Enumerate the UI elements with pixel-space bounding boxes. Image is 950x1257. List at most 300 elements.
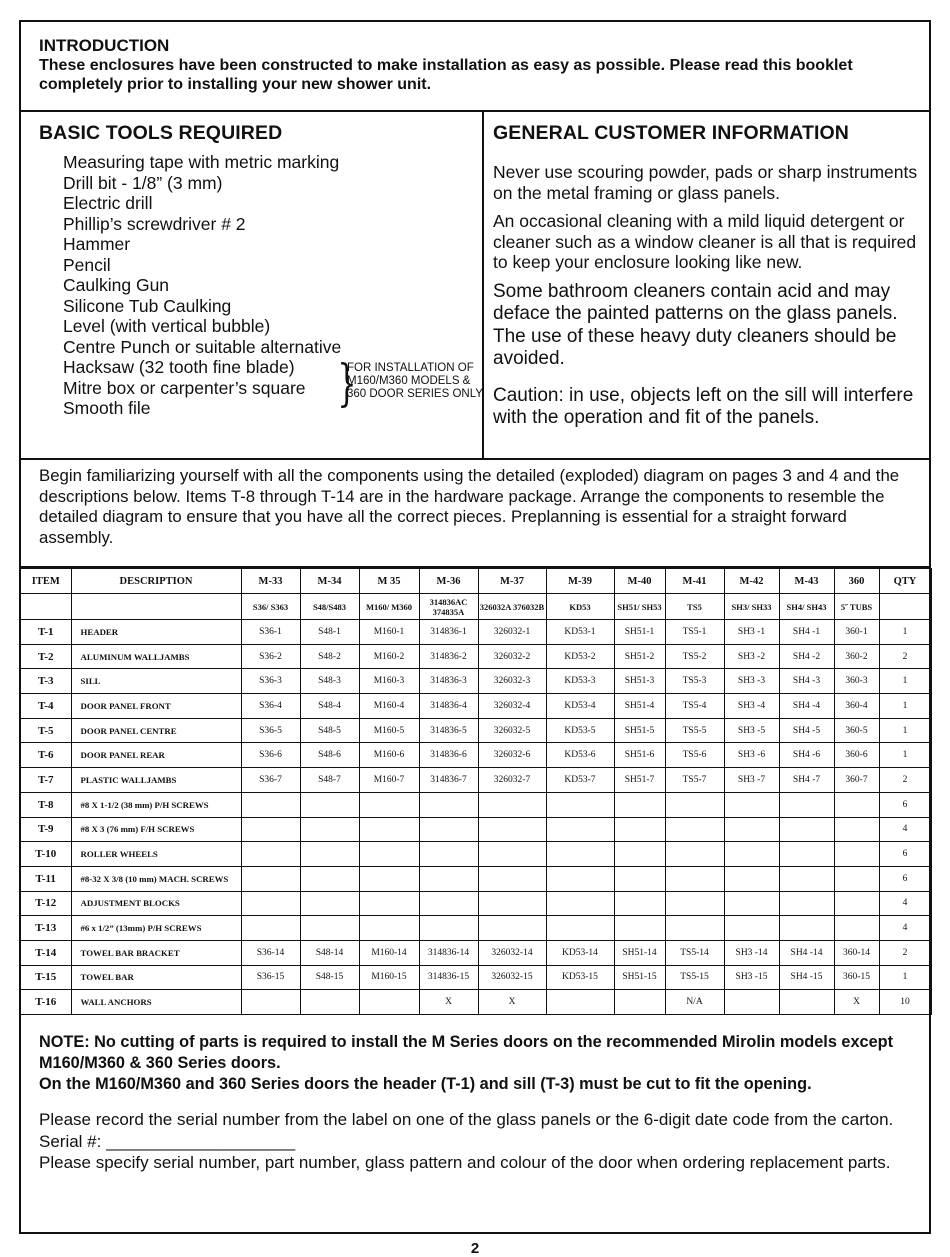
part-number: SH4 -15 <box>779 965 834 990</box>
part-number <box>419 792 478 817</box>
part-number: 326032-15 <box>478 965 546 990</box>
part-number: 314836-2 <box>419 644 478 669</box>
part-number: 314836-1 <box>419 620 478 645</box>
part-number <box>665 842 724 867</box>
serial-instruction: Please record the serial number from the label on one of the glass panels or the 6-digit date code from the carton. Serial #: ____________________ <box>39 1110 894 1151</box>
part-number <box>834 866 879 891</box>
part-number: 314836-15 <box>419 965 478 990</box>
part-number: SH4 -4 <box>779 694 834 719</box>
part-number <box>241 866 300 891</box>
part-number: M160-7 <box>359 768 419 793</box>
part-number: SH3 -15 <box>724 965 779 990</box>
part-number <box>779 990 834 1015</box>
column-header: M-39 <box>546 569 614 594</box>
part-number <box>779 792 834 817</box>
tool-item: Hacksaw (32 tooth fine blade) <box>63 357 295 377</box>
part-number: KD53-1 <box>546 620 614 645</box>
part-number <box>614 990 665 1015</box>
part-number: S36-14 <box>241 940 300 965</box>
column-subheader: SH3/ SH33 <box>724 594 779 620</box>
part-number <box>300 817 359 842</box>
part-number: SH3 -3 <box>724 669 779 694</box>
part-number <box>546 792 614 817</box>
table-row <box>21 718 931 743</box>
table-row <box>21 916 931 941</box>
part-number: S36-2 <box>241 644 300 669</box>
part-number: 314836-4 <box>419 694 478 719</box>
part-number: S48-6 <box>300 743 359 768</box>
table-row <box>21 866 931 891</box>
part-number: X <box>478 990 546 1015</box>
part-number <box>300 916 359 941</box>
item-code: T-3 <box>21 669 71 694</box>
note-section <box>21 1016 929 1236</box>
item-description: ALUMINUM WALLJAMBS <box>71 644 241 669</box>
column-subheader: TS5 <box>665 594 724 620</box>
part-number <box>546 842 614 867</box>
part-number <box>724 990 779 1015</box>
tool-item: Hammer <box>63 234 131 254</box>
part-number <box>614 792 665 817</box>
part-number <box>419 842 478 867</box>
part-number: M160-5 <box>359 718 419 743</box>
part-number <box>419 891 478 916</box>
tool-item: Centre Punch or suitable alternative <box>63 336 342 357</box>
part-number: 360-7 <box>834 768 879 793</box>
part-number <box>665 866 724 891</box>
column-subheader: S36/ S363 <box>241 594 300 620</box>
familiarize-paragraph: Begin familiarizing yourself with all the components using the detailed (exploded) diagram on pages 3 and 4 and the descriptions below. Items T-8 through T-14 are in the hardware package. Arrange the components to resemble the detailed diagram to ensure that you have all the correct pieces. Preplanning is essential for a straight forward assembly. <box>21 460 929 568</box>
table-row <box>21 768 931 793</box>
part-number <box>300 990 359 1015</box>
column-header: M-42 <box>724 569 779 594</box>
part-number: SH51-14 <box>614 940 665 965</box>
part-number <box>241 891 300 916</box>
part-number: SH51-6 <box>614 743 665 768</box>
part-number: 326032-5 <box>478 718 546 743</box>
column-subheader <box>879 594 931 620</box>
item-description: #8 X 3 (76 mm) F/H SCREWS <box>71 817 241 842</box>
column-header: M-37 <box>478 569 546 594</box>
item-description: TOWEL BAR <box>71 965 241 990</box>
part-number <box>241 817 300 842</box>
column-subheader: SH4/ SH43 <box>779 594 834 620</box>
column-header: M-41 <box>665 569 724 594</box>
item-description: TOWEL BAR BRACKET <box>71 940 241 965</box>
part-number <box>478 916 546 941</box>
tool-item: Measuring tape with metric marking <box>63 152 340 172</box>
part-number: SH4 -2 <box>779 644 834 669</box>
part-number: 360-15 <box>834 965 879 990</box>
part-number: 360-14 <box>834 940 879 965</box>
part-number: 314836-7 <box>419 768 478 793</box>
part-number: S36-6 <box>241 743 300 768</box>
item-quantity: 10 <box>879 990 931 1015</box>
part-number: 326032-3 <box>478 669 546 694</box>
part-number: SH3 -4 <box>724 694 779 719</box>
table-row <box>21 669 931 694</box>
part-number: 314836-14 <box>419 940 478 965</box>
item-code: T-1 <box>21 620 71 645</box>
part-number: M160-14 <box>359 940 419 965</box>
part-number: S48-15 <box>300 965 359 990</box>
customer-info-column <box>484 112 929 458</box>
item-quantity: 1 <box>879 743 931 768</box>
part-number <box>665 817 724 842</box>
ordering-instruction: Please specify serial number, part number, glass pattern and colour of the door when ordering replacement parts. <box>39 1153 891 1172</box>
part-number <box>724 792 779 817</box>
item-description: SILL <box>71 669 241 694</box>
item-code: T-6 <box>21 743 71 768</box>
part-number: SH51-7 <box>614 768 665 793</box>
introduction-heading: INTRODUCTION <box>39 36 170 55</box>
info-paragraph: Some bathroom cleaners contain acid and may deface the painted patterns on the glass panels. The use of these heavy duty cleaners should be avoided. <box>493 280 898 369</box>
curly-brace-icon: } <box>337 354 357 412</box>
column-subheader: 326032A 376032B <box>478 594 546 620</box>
tools-heading: BASIC TOOLS REQUIRED <box>39 122 283 144</box>
part-number: S48-14 <box>300 940 359 965</box>
column-header: M-33 <box>241 569 300 594</box>
part-number <box>724 891 779 916</box>
part-number <box>665 916 724 941</box>
item-quantity: 2 <box>879 940 931 965</box>
part-number: 360-5 <box>834 718 879 743</box>
part-number: X <box>834 990 879 1015</box>
part-number: S36-3 <box>241 669 300 694</box>
column-subheader: SH51/ SH53 <box>614 594 665 620</box>
part-number <box>241 990 300 1015</box>
part-number: S36-4 <box>241 694 300 719</box>
item-quantity: 6 <box>879 866 931 891</box>
part-number: 326032-2 <box>478 644 546 669</box>
part-number: SH4 -1 <box>779 620 834 645</box>
part-number: KD53-3 <box>546 669 614 694</box>
part-number <box>241 842 300 867</box>
column-subheader <box>21 594 71 620</box>
tool-item: Electric drill <box>63 193 153 213</box>
page-frame <box>19 20 931 1234</box>
part-number <box>779 817 834 842</box>
part-number <box>665 792 724 817</box>
item-quantity: 4 <box>879 891 931 916</box>
item-code: T-13 <box>21 916 71 941</box>
part-number <box>478 866 546 891</box>
table-row <box>21 940 931 965</box>
part-number: SH4 -5 <box>779 718 834 743</box>
tools-and-info-section <box>21 112 929 460</box>
part-number: X <box>419 990 478 1015</box>
column-subheader: 5˝ TUBS <box>834 594 879 620</box>
column-header: M-40 <box>614 569 665 594</box>
part-number <box>300 842 359 867</box>
table-row <box>21 644 931 669</box>
part-number: TS5-15 <box>665 965 724 990</box>
part-number: SH4 -7 <box>779 768 834 793</box>
item-quantity: 2 <box>879 768 931 793</box>
part-number <box>779 891 834 916</box>
part-number: 360-2 <box>834 644 879 669</box>
part-number: 314836-3 <box>419 669 478 694</box>
part-number: SH3 -2 <box>724 644 779 669</box>
column-header: QTY <box>879 569 931 594</box>
column-header: M-36 <box>419 569 478 594</box>
item-quantity: 1 <box>879 718 931 743</box>
item-quantity: 1 <box>879 694 931 719</box>
part-number <box>478 817 546 842</box>
part-number <box>419 866 478 891</box>
part-number <box>546 916 614 941</box>
part-number: TS5-5 <box>665 718 724 743</box>
part-number <box>359 916 419 941</box>
part-number: KD53-5 <box>546 718 614 743</box>
part-number <box>300 792 359 817</box>
part-number: KD53-14 <box>546 940 614 965</box>
item-description: #8 X 1-1/2 (38 mm) P/H SCREWS <box>71 792 241 817</box>
column-header: M-34 <box>300 569 359 594</box>
part-number <box>546 866 614 891</box>
item-description: DOOR PANEL REAR <box>71 743 241 768</box>
column-header: ITEM <box>21 569 71 594</box>
item-quantity: 4 <box>879 817 931 842</box>
part-number: SH51-1 <box>614 620 665 645</box>
table-subheader-row <box>21 594 931 620</box>
part-number: M160-2 <box>359 644 419 669</box>
column-subheader <box>71 594 241 620</box>
info-paragraph: An occasional cleaning with a mild liquid detergent or cleaner such as a window cleaner is all that is required to keep your enclosure looking like new. <box>493 211 917 272</box>
part-number: M160-15 <box>359 965 419 990</box>
table-row <box>21 965 931 990</box>
part-number: 360-1 <box>834 620 879 645</box>
part-number <box>300 891 359 916</box>
part-number: SH51-4 <box>614 694 665 719</box>
part-number: 326032-7 <box>478 768 546 793</box>
part-number: SH51-5 <box>614 718 665 743</box>
part-number: S48-4 <box>300 694 359 719</box>
item-code: T-9 <box>21 817 71 842</box>
part-number: TS5-2 <box>665 644 724 669</box>
part-number: S48-1 <box>300 620 359 645</box>
part-number: TS5-7 <box>665 768 724 793</box>
table-header-row <box>21 569 931 594</box>
part-number: SH3 -6 <box>724 743 779 768</box>
part-number <box>359 866 419 891</box>
part-number <box>779 866 834 891</box>
tool-item: Mitre box or carpenter’s square <box>63 377 306 398</box>
part-number: M160-1 <box>359 620 419 645</box>
part-number <box>724 916 779 941</box>
item-code: T-14 <box>21 940 71 965</box>
column-header: M 35 <box>359 569 419 594</box>
part-number <box>614 842 665 867</box>
part-number <box>359 990 419 1015</box>
part-number <box>834 842 879 867</box>
item-quantity: 6 <box>879 842 931 867</box>
part-number: KD53-15 <box>546 965 614 990</box>
item-description: HEADER <box>71 620 241 645</box>
part-number: TS5-6 <box>665 743 724 768</box>
tool-item: Silicone Tub Caulking <box>63 295 232 316</box>
part-number: KD53-6 <box>546 743 614 768</box>
info-paragraph: Never use scouring powder, pads or sharp instruments on the metal framing or glass panels. <box>493 162 918 203</box>
page-number: 2 <box>470 1240 480 1257</box>
table-row <box>21 891 931 916</box>
part-number <box>359 792 419 817</box>
part-number <box>665 891 724 916</box>
column-header: M-43 <box>779 569 834 594</box>
note-line-1: NOTE: No cutting of parts is required to install the M Series doors on the recommended Mirolin models except M160/M360 & 360 Series doors. <box>39 1033 893 1072</box>
part-number: S48-3 <box>300 669 359 694</box>
item-description: ROLLER WHEELS <box>71 842 241 867</box>
part-number: SH3 -5 <box>724 718 779 743</box>
item-description: DOOR PANEL FRONT <box>71 694 241 719</box>
part-number <box>834 817 879 842</box>
column-subheader: 314836AC 374835A <box>419 594 478 620</box>
part-number <box>834 792 879 817</box>
part-number: M160-3 <box>359 669 419 694</box>
column-subheader: S48/S483 <box>300 594 359 620</box>
table-row <box>21 817 931 842</box>
part-number: SH3 -7 <box>724 768 779 793</box>
item-code: T-2 <box>21 644 71 669</box>
item-code: T-16 <box>21 990 71 1015</box>
table-row <box>21 620 931 645</box>
item-code: T-11 <box>21 866 71 891</box>
tools-footnote: FOR INSTALLATION OF M160/M360 MODELS & 360 DOOR SERIES ONLY. <box>347 362 485 400</box>
tools-column <box>21 112 484 458</box>
table-row <box>21 842 931 867</box>
part-number: 360-3 <box>834 669 879 694</box>
item-quantity: 1 <box>879 965 931 990</box>
part-number <box>546 817 614 842</box>
part-number: S36-15 <box>241 965 300 990</box>
part-number <box>359 817 419 842</box>
part-number: S48-7 <box>300 768 359 793</box>
part-number <box>724 817 779 842</box>
column-subheader: KD53 <box>546 594 614 620</box>
part-number: 314836-6 <box>419 743 478 768</box>
part-number: SH4 -3 <box>779 669 834 694</box>
table-row <box>21 990 931 1015</box>
part-number <box>359 891 419 916</box>
part-number: SH51-2 <box>614 644 665 669</box>
part-number <box>546 891 614 916</box>
introduction-text: These enclosures have been constructed to make installation as easy as possible. Please read this booklet completely prior to installing your new shower unit. <box>39 57 853 93</box>
part-number <box>478 792 546 817</box>
part-number <box>834 916 879 941</box>
item-code: T-8 <box>21 792 71 817</box>
info-heading: GENERAL CUSTOMER INFORMATION <box>493 122 849 144</box>
part-number <box>359 842 419 867</box>
item-code: T-5 <box>21 718 71 743</box>
part-number: 326032-14 <box>478 940 546 965</box>
part-number: TS5-3 <box>665 669 724 694</box>
part-number <box>419 817 478 842</box>
parts-table-section <box>21 568 929 1016</box>
part-number: SH4 -14 <box>779 940 834 965</box>
part-number <box>546 990 614 1015</box>
part-number <box>241 792 300 817</box>
part-number: TS5-4 <box>665 694 724 719</box>
part-number: KD53-2 <box>546 644 614 669</box>
part-number: SH3 -1 <box>724 620 779 645</box>
item-quantity: 4 <box>879 916 931 941</box>
part-number <box>779 842 834 867</box>
part-number <box>724 866 779 891</box>
table-row <box>21 694 931 719</box>
column-subheader: M160/ M360 <box>359 594 419 620</box>
part-number <box>614 866 665 891</box>
part-number: SH51-15 <box>614 965 665 990</box>
part-number: 326032-1 <box>478 620 546 645</box>
part-number: 314836-5 <box>419 718 478 743</box>
part-number: S48-5 <box>300 718 359 743</box>
part-number: 326032-4 <box>478 694 546 719</box>
part-number: SH4 -6 <box>779 743 834 768</box>
item-description: ADJUSTMENT BLOCKS <box>71 891 241 916</box>
tool-item: Caulking Gun <box>63 275 170 295</box>
item-description: DOOR PANEL CENTRE <box>71 718 241 743</box>
part-number: 326032-6 <box>478 743 546 768</box>
part-number: M160-6 <box>359 743 419 768</box>
tool-item: Drill bit - 1/8” (3 mm) <box>63 172 223 193</box>
part-number <box>834 891 879 916</box>
part-number: S36-1 <box>241 620 300 645</box>
part-number: 360-6 <box>834 743 879 768</box>
item-quantity: 2 <box>879 644 931 669</box>
part-number: TS5-14 <box>665 940 724 965</box>
item-code: T-10 <box>21 842 71 867</box>
part-number <box>478 842 546 867</box>
part-number: TS5-1 <box>665 620 724 645</box>
item-quantity: 1 <box>879 620 931 645</box>
part-number: S36-7 <box>241 768 300 793</box>
caution-paragraph: Caution: in use, objects left on the sill will interfere with the operation and fit of the panels. <box>493 384 914 428</box>
part-number: KD53-4 <box>546 694 614 719</box>
part-number: SH51-3 <box>614 669 665 694</box>
table-row <box>21 792 931 817</box>
item-code: T-7 <box>21 768 71 793</box>
column-header: DESCRIPTION <box>71 569 241 594</box>
item-description: #6 x 1/2” (13mm) P/H SCREWS <box>71 916 241 941</box>
part-number <box>241 916 300 941</box>
introduction-section <box>21 22 929 112</box>
item-code: T-4 <box>21 694 71 719</box>
parts-table <box>21 568 932 1015</box>
part-number: M160-4 <box>359 694 419 719</box>
item-description: #8-32 X 3/8 (10 mm) MACH. SCREWS <box>71 866 241 891</box>
note-line-2: On the M160/M360 and 360 Series doors the header (T-1) and sill (T-3) must be cut to fit the opening. <box>39 1075 812 1093</box>
item-description: PLASTIC WALLJAMBS <box>71 768 241 793</box>
part-number <box>419 916 478 941</box>
part-number: KD53-7 <box>546 768 614 793</box>
part-number <box>614 916 665 941</box>
item-quantity: 6 <box>879 792 931 817</box>
column-header: 360 <box>834 569 879 594</box>
item-code: T-12 <box>21 891 71 916</box>
item-code: T-15 <box>21 965 71 990</box>
part-number <box>724 842 779 867</box>
item-description: WALL ANCHORS <box>71 990 241 1015</box>
tool-item: Level (with vertical bubble) <box>63 316 271 336</box>
tool-item: Phillip’s screwdriver # 2 <box>63 213 246 234</box>
part-number <box>614 817 665 842</box>
part-number <box>300 866 359 891</box>
part-number <box>614 891 665 916</box>
part-number: S36-5 <box>241 718 300 743</box>
part-number <box>478 891 546 916</box>
part-number: 360-4 <box>834 694 879 719</box>
tool-item: Pencil <box>63 254 111 275</box>
